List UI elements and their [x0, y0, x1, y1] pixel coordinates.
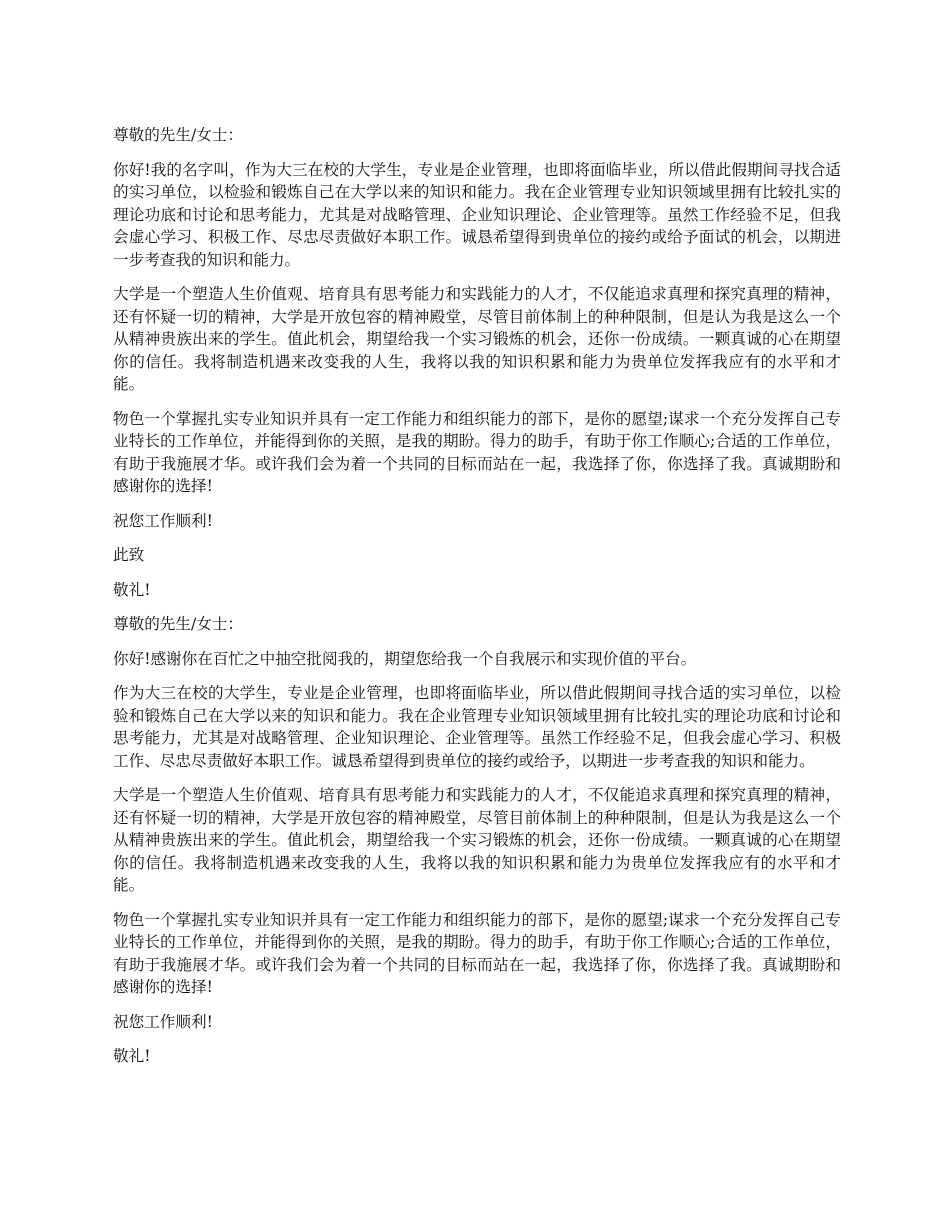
body-paragraph: 你好!感谢你在百忙之中抽空批阅我的，期望您给我一个自我展示和实现价值的平台。: [113, 649, 697, 668]
closing-salute: 敬礼!: [113, 1047, 151, 1065]
body-paragraph: 物色一个掌握扎实专业知识并具有一定工作能力和组织能力的部下，是你的愿望;谋求一个充分发挥自己专业特长的工作单位，并能得到你的关照，是我的期盼。得力的助手，有助于你工作顺心;合适的工作单位，有助于我施展才华。或许我们会为着一个共同的目标而站在一起，我选择了你，你选择了我。真诚期盼和感谢你的选择!: [113, 409, 841, 495]
closing-salute: 敬礼!: [113, 580, 151, 599]
body-paragraph: 作为大三在校的大学生，专业是企业管理，也即将面临毕业，所以借此假期间寻找合适的实习单位，以检验和锻炼自己在大学以来的知识和能力。我在企业管理专业知识领域里拥有比较扎实的理论功底和讨论和思考能力，尤其是对战略管理、企业知识理论、企业管理等。虽然工作经验不足，但我会虚心学习、积极工作、尽忠尽责做好本职工作。诚恳希望得到贵单位的接约或给予，以期进一步考查我的知识和能力。: [113, 684, 841, 770]
body-paragraph: 大学是一个塑造人生价值观、培育具有思考能力和实践能力的人才，不仅能追求真理和探究真理的精神，还有怀疑一切的精神，大学是开放包容的精神殿堂，尽管目前体制上的种种限制，但是认为我是这么一个从精神贵族出来的学生。值此机会，期望给我一个实习锻炼的机会，还你一份成绩。一颗真诚的心在期望你的信任。我将制造机遇来改变我的人生，我将以我的知识积累和能力为贵单位发挥我应有的水平和才能。: [113, 285, 841, 393]
closing-wish: 祝您工作顺利!: [113, 511, 213, 530]
letter-document: [113, 124, 841, 1080]
body-paragraph: 物色一个掌握扎实专业知识并具有一定工作能力和组织能力的部下，是你的愿望;谋求一个充分发挥自己专业特长的工作单位，并能得到你的关照，是我的期盼。得力的助手，有助于你工作顺心;合适的工作单位，有助于我施展才华。或许我们会为着一个共同的目标而站在一起，我选择了你，你选择了我。真诚期盼和感谢你的选择!: [113, 910, 841, 996]
salutation: 尊敬的先生/女士：: [113, 615, 244, 633]
closing-wish: 祝您工作顺利!: [113, 1012, 213, 1031]
body-paragraph: 大学是一个塑造人生价值观、培育具有思考能力和实践能力的人才，不仅能追求真理和探究真理的精神，还有怀疑一切的精神，大学是开放包容的精神殿堂，尽管目前体制上的种种限制，但是认为我是这么一个从精神贵族出来的学生。值此机会，期望给我一个实习锻炼的机会，还你一份成绩。一颗真诚的心在期望你的信任。我将制造机遇来改变我的人生，我将以我的知识积累和能力为贵单位发挥我应有的水平和才能。: [113, 786, 841, 894]
body-paragraph: 你好!我的名字叫，作为大三在校的大学生，专业是企业管理，也即将面临毕业，所以借此假期间寻找合适的实习单位，以检验和锻炼自己在大学以来的知识和能力。我在企业管理专业知识领域里拥有比较扎实的理论功底和讨论和思考能力，尤其是对战略管理、企业知识理论、企业管理等。虽然工作经验不足，但我会虚心学习、积极工作、尽忠尽责做好本职工作。诚恳希望得到贵单位的接约或给予面试的机会，以期进一步考查我的知识和能力。: [113, 160, 841, 269]
salutation: 尊敬的先生/女士：: [113, 126, 244, 144]
closing-phrase: 此致: [113, 546, 145, 564]
